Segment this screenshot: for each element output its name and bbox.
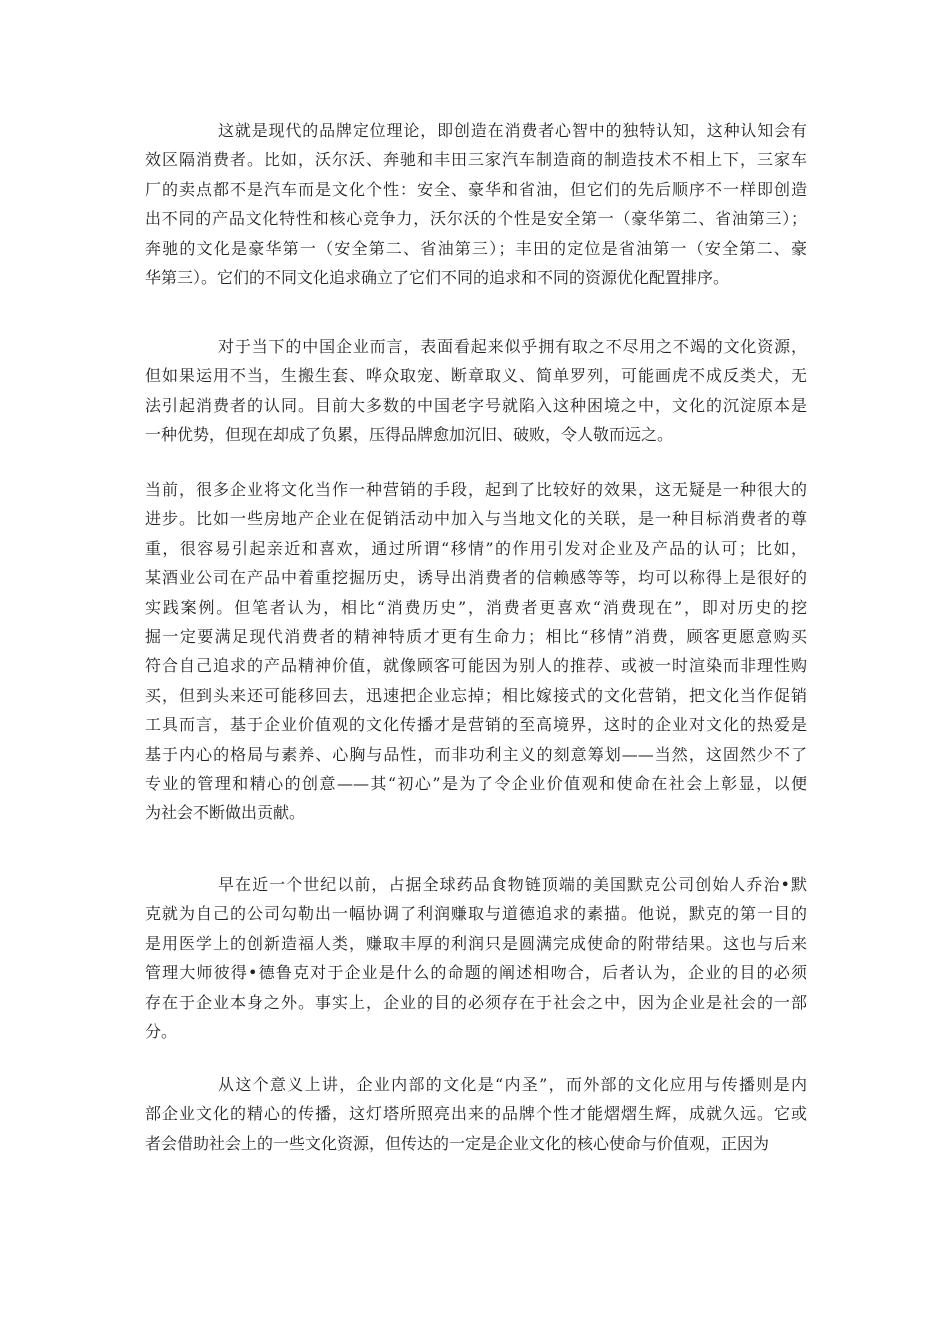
paragraph-inner-culture — [145, 1070, 807, 1158]
text-line: 出不同的产品文化特性和核心竞争力，沃尔沃的个性是安全第一（豪华第二、省油第三）； — [145, 209, 807, 229]
text-line: 重，很容易引起亲近和喜欢，通过所谓“移情”的作用引发对企业及产品的认可；比如， — [145, 538, 807, 558]
paragraph-chinese-enterprises — [145, 332, 807, 450]
paragraph-culture-marketing — [145, 475, 807, 828]
text-line: 一种优势，但现在却成了负累，压得品牌愈加沉旧、破败，令人敬而远之。 — [145, 425, 674, 445]
text-line: 买，但到头来还可能移回去，迅速把企业忘掉；相比嫁接式的文化营销，把文化当作促销 — [145, 685, 807, 705]
text-line: 存在于企业本身之外。事实上，企业的目的必须存在于社会之中，因为企业是社会的一部 — [145, 992, 807, 1012]
paragraph-merck — [145, 870, 807, 1046]
text-line: 对于当下的中国企业而言，表面看起来似乎拥有取之不尽用之不竭的文化资源， — [218, 337, 807, 356]
text-line: 专业的管理和精心的创意——其“初心”是为了令企业价值观和使命在社会上彰显，以便 — [145, 773, 807, 793]
text-line: 法引起消费者的认同。目前大多数的中国老字号就陷入这种困境之中，文化的沉淀原本是 — [145, 395, 807, 415]
text-line: 分。 — [145, 1021, 178, 1041]
text-line: 为社会不断做出贡献。 — [145, 803, 306, 823]
text-line: 是用医学上的创新造福人类，赚取丰厚的利润只是圆满完成使命的附带结果。这也与后来 — [145, 933, 807, 953]
text-line: 符合自己追求的产品精神价值，就像顾客可能因为别人的推荐、或被一时渲染而非理性购 — [145, 656, 807, 676]
text-line: 厂的卖点都不是汽车而是文化个性：安全、豪华和省油，但它们的先后顺序不一样即创造 — [145, 179, 807, 199]
paragraph-brand-positioning — [145, 116, 807, 292]
text-line: 工具而言，基于企业价值观的文化传播才是营销的至高境界，这时的企业对文化的热爱是 — [145, 715, 807, 735]
text-line: 某酒业公司在产品中着重挖掘历史，诱导出消费者的信赖感等等，均可以称得上是很好的 — [145, 568, 807, 588]
text-line: 掘一定要满足现代消费者的精神特质才更有生命力；相比“移情”消费，顾客更愿意购买 — [145, 626, 807, 646]
text-line: 部企业文化的精心的传播，这灯塔所照亮出来的品牌个性才能熠熠生辉，成就久远。它或 — [145, 1104, 807, 1124]
text-line: 华第三）。它们的不同文化追求确立了它们不同的追求和不同的资源优化配置排序。 — [145, 267, 730, 287]
text-line: 效区隔消费者。比如，沃尔沃、奔驰和丰田三家汽车制造商的制造技术不相上下，三家车 — [145, 150, 807, 170]
text-line: 早在近一个世纪以前，占据全球药品食物链顶端的美国默克公司创始人乔治•默 — [218, 875, 807, 894]
text-line: 当前，很多企业将文化当作一种营销的手段，起到了比较好的效果，这无疑是一种很大的 — [145, 480, 807, 499]
text-line: 者会借助社会上的一些文化资源，但传达的一定是企业文化的核心使命与价值观，正因为 — [145, 1133, 770, 1153]
text-line: 实践案例。但笔者认为，相比“消费历史”，消费者更喜欢“消费现在”，即对历史的挖 — [145, 597, 807, 617]
text-line: 奔驰的文化是豪华第一（安全第二、省油第三）；丰田的定位是省油第一（安全第二、豪 — [145, 238, 807, 258]
text-line: 但如果运用不当，生搬生套、哗众取宠、断章取义、简单罗列，可能画虎不成反类犬，无 — [145, 366, 807, 386]
text-line: 从这个意义上讲，企业内部的文化是“内圣”，而外部的文化应用与传播则是内 — [218, 1075, 807, 1094]
text-line: 进步。比如一些房地产企业在促销活动中加入与当地文化的关联，是一种目标消费者的尊 — [145, 509, 807, 529]
text-line: 克就为自己的公司勾勒出一幅协调了利润赚取与道德追求的素描。他说，默克的第一目的 — [145, 904, 807, 924]
text-line: 基于内心的格局与素养、心胸与品性，而非功利主义的刻意筹划——当然，这固然少不了 — [145, 744, 807, 764]
text-line: 管理大师彼得•德鲁克对于企业是什么的命题的阐述相吻合，后者认为，企业的目的必须 — [145, 963, 807, 983]
text-line: 这就是现代的品牌定位理论，即创造在消费者心智中的独特认知，这种认知会有 — [218, 121, 807, 140]
